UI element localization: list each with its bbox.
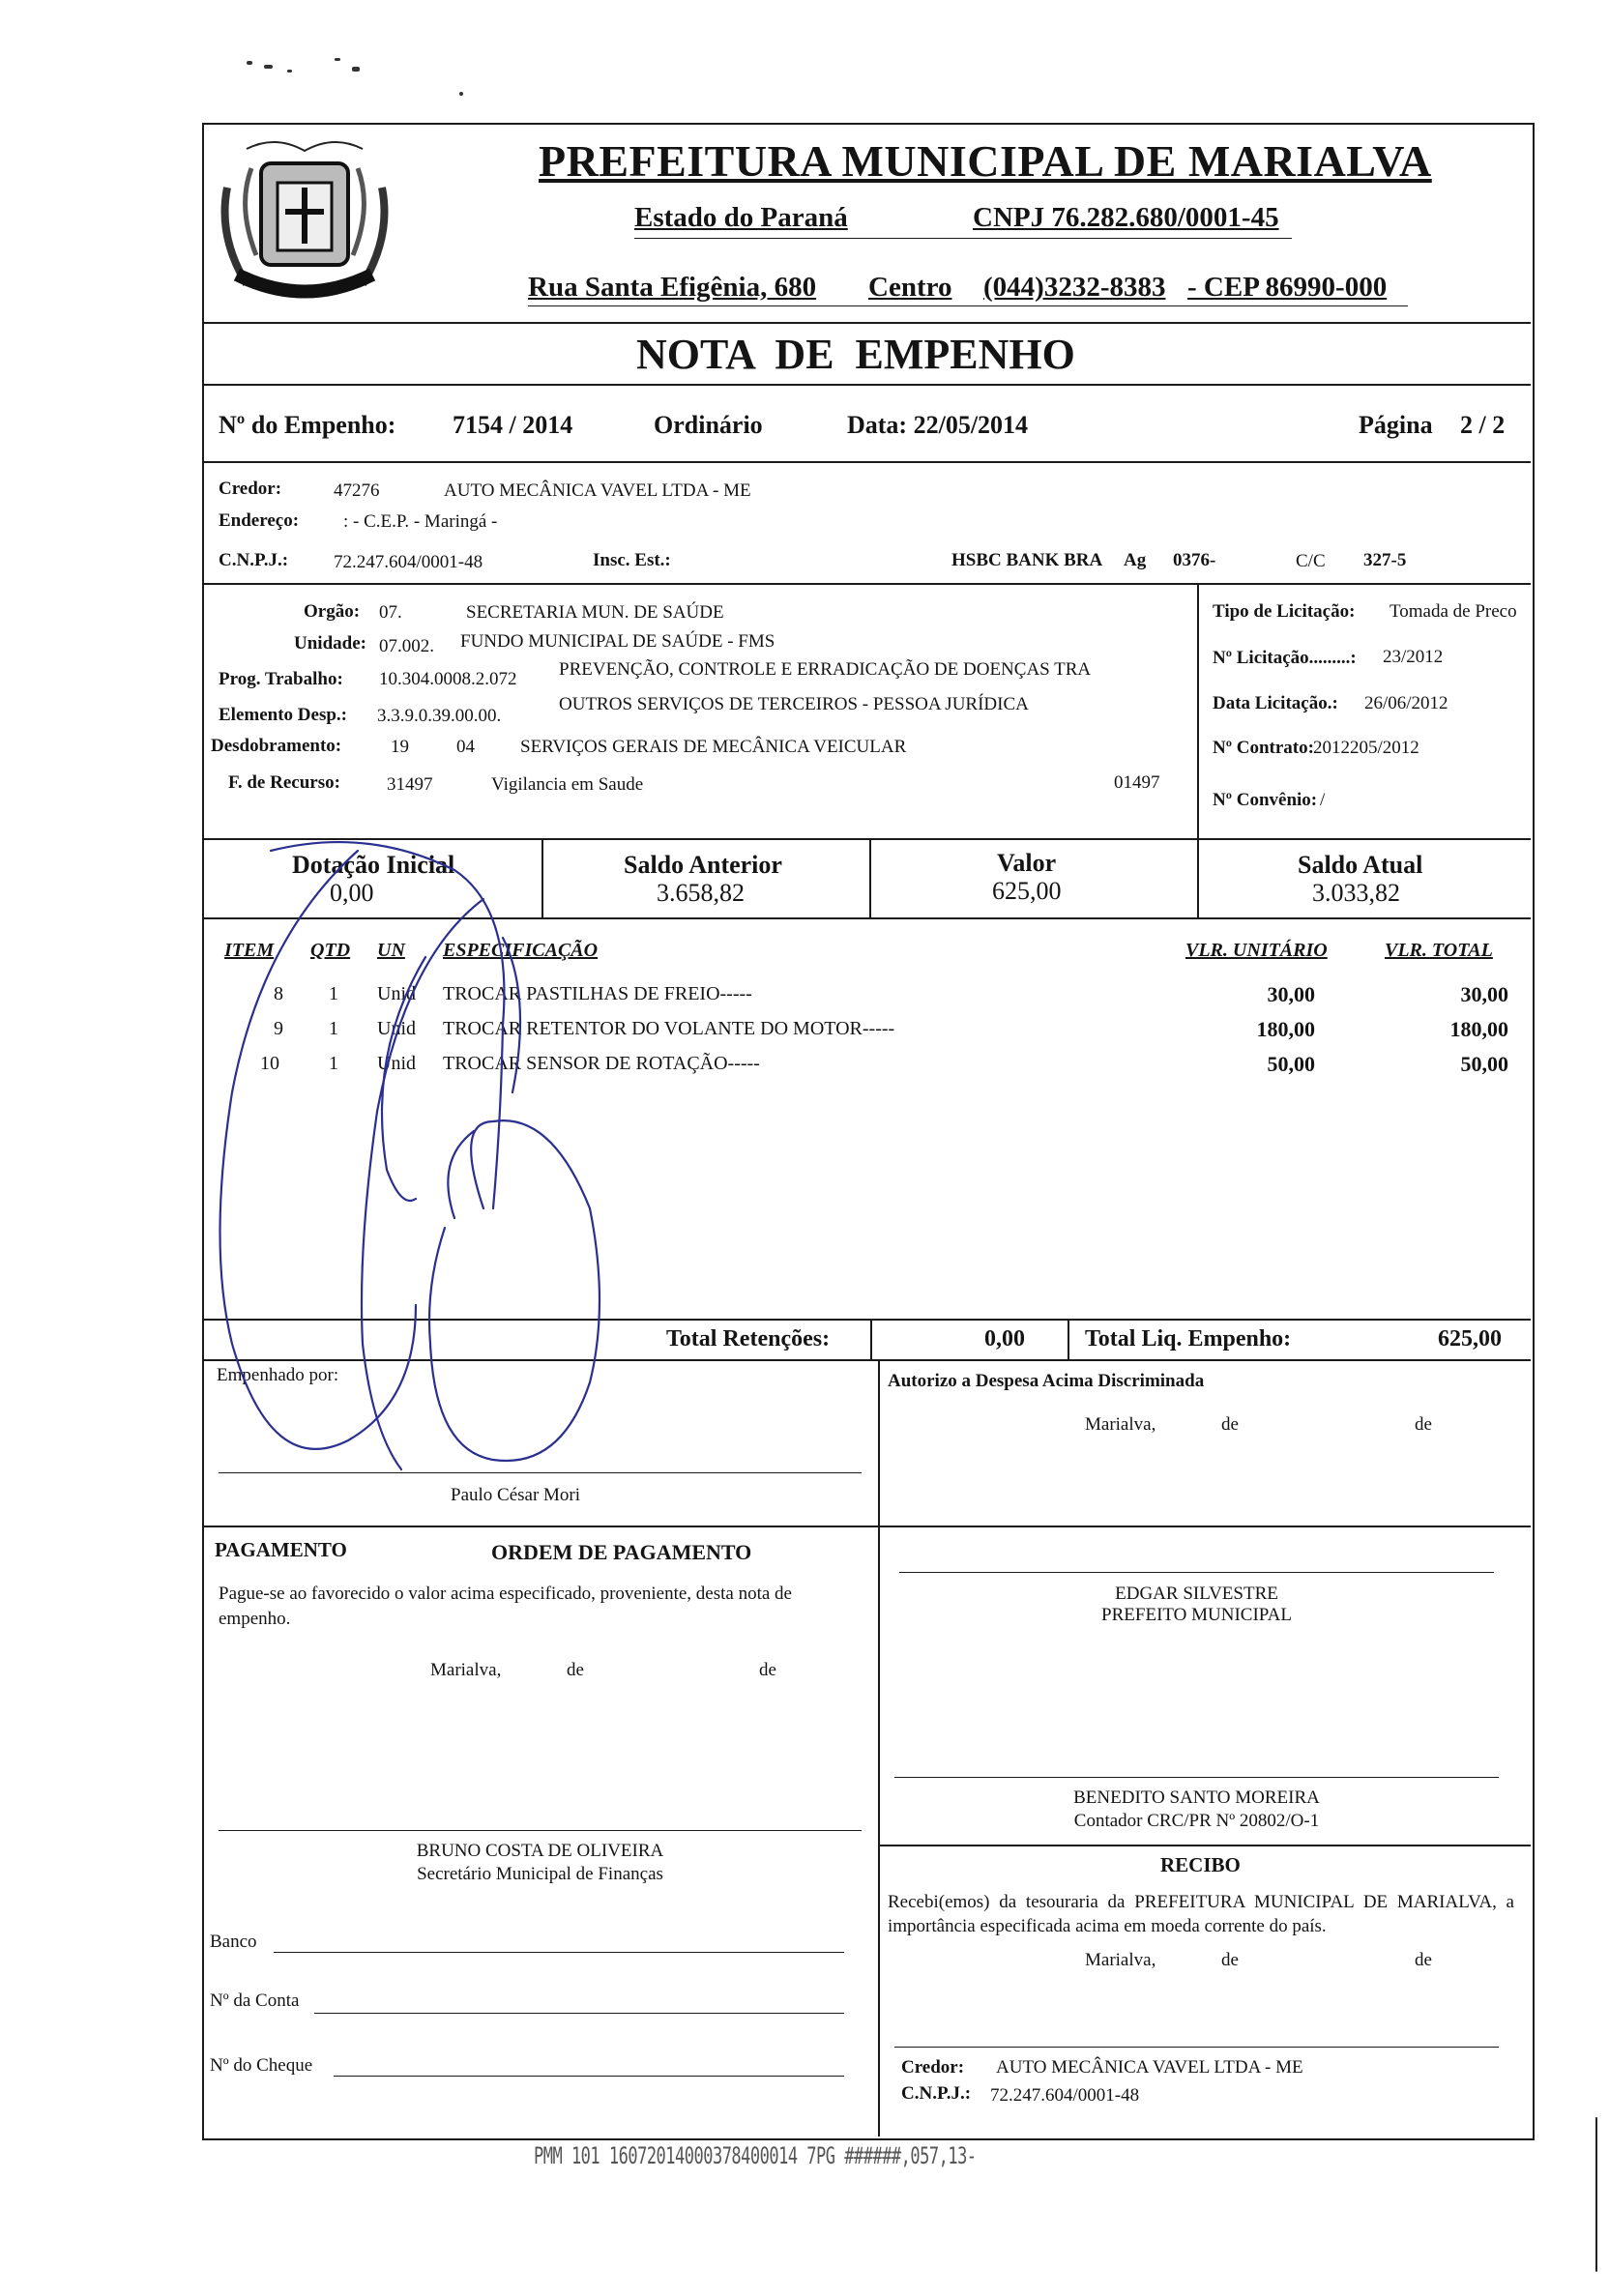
prefeito-role: PREFEITO MUNICIPAL (1101, 1605, 1292, 1625)
licitacao-date-value: 26/06/2012 (1364, 693, 1448, 713)
cnpj-value: 72.247.604/0001-48 (334, 552, 483, 572)
page-number: 2 / 2 (1460, 411, 1506, 439)
recibo-place: Marialva, (1085, 1950, 1156, 1970)
item-un: Unid (377, 983, 416, 1004)
header-cep: - CEP 86990-000 (1187, 272, 1388, 303)
cheque-label: Nº do Cheque (210, 2055, 313, 2076)
autorizo-place: Marialva, (1085, 1414, 1156, 1435)
saldo-anterior-label: Saldo Anterior (624, 851, 782, 879)
bank-name: HSBC BANK BRA (951, 550, 1103, 570)
header-address: Rua Santa Efigênia, 680 (528, 272, 817, 303)
credor-label: Credor: (219, 479, 282, 499)
recibo-credor-value: AUTO MECÂNICA VAVEL LTDA - ME (996, 2057, 1303, 2078)
col-qtd: QTD (310, 940, 351, 961)
recurso-label: F. de Recurso: (228, 772, 340, 793)
item-un: Unid (377, 1053, 416, 1074)
item-desc: TROCAR PASTILHAS DE FREIO----- (443, 983, 752, 1004)
convenio-label: Nº Convênio: (1213, 790, 1318, 810)
conta-label: Nº da Conta (210, 1991, 300, 2011)
recibo-de2: de (1415, 1950, 1432, 1970)
recibo-credor-label: Credor: (901, 2057, 965, 2078)
unidade-code: 07.002. (379, 636, 434, 656)
account-value: 327-5 (1363, 550, 1407, 570)
dotacao-value: 0,00 (330, 879, 374, 907)
recurso-code: 31497 (387, 774, 433, 795)
pagamento-place: Marialva, (430, 1660, 502, 1680)
pagamento-text: Pague-se ao favorecido o valor acima especificado, proveniente, desta nota de empenho. (219, 1584, 792, 1629)
item-unit: 50,00 (1267, 1052, 1315, 1076)
empenho-type: Ordinário (654, 411, 763, 439)
desdobramento-name: SERVIÇOS GERAIS DE MECÂNICA VEICULAR (520, 737, 907, 757)
item-qtd: 1 (329, 1053, 338, 1074)
autorizo-text: Autorizo a Despesa Acima Discriminada (888, 1371, 1205, 1391)
item-unit: 180,00 (1256, 1017, 1315, 1041)
item-total: 180,00 (1449, 1017, 1508, 1041)
agency-label: Ag (1124, 550, 1147, 570)
prog-name: PREVENÇÃO, CONTROLE E ERRADICAÇÃO DE DOENÇAS TRA (559, 659, 1092, 680)
ordem-pagamento-title: ORDEM DE PAGAMENTO (491, 1540, 752, 1564)
item-desc: TROCAR RETENTOR DO VOLANTE DO MOTOR----- (443, 1018, 895, 1039)
empenho-number: 7154 / 2014 (453, 411, 573, 439)
header-phone: (044)3232-8383 (983, 272, 1166, 303)
unidade-label: Unidade: (294, 633, 366, 654)
credor-code: 47276 (334, 480, 380, 501)
account-label: C/C (1296, 551, 1326, 571)
header-state: Estado do Paraná (634, 202, 848, 233)
orgao-code: 07. (379, 602, 402, 623)
contador-name: BENEDITO SANTO MOREIRA (1073, 1787, 1320, 1808)
pagamento-de1: de (567, 1660, 584, 1680)
orgao-name: SECRETARIA MUN. DE SAÚDE (466, 602, 724, 623)
contrato-value: 2012205/2012 (1313, 738, 1419, 758)
handwritten-signature (193, 802, 696, 1498)
saldo-atual-value: 3.033,82 (1312, 879, 1400, 907)
recibo-text: Recebi(emos) da tesouraria da PREFEITURA MUNICIPAL DE MARIALVA, a importância especificada acima em moeda corrente do país. (888, 1892, 1514, 1936)
tipo-licitacao-value: Tomada de Preco (1390, 601, 1517, 622)
autorizo-de1: de (1221, 1414, 1239, 1435)
recibo-title: RECIBO (1160, 1853, 1241, 1876)
cnpj-label: C.N.P.J.: (219, 550, 289, 570)
item-total: 50,00 (1460, 1052, 1508, 1076)
contrato-label: Nº Contrato: (1213, 738, 1314, 758)
recibo-cnpj-value: 72.247.604/0001-48 (990, 2085, 1140, 2106)
liquido-value: 625,00 (1438, 1326, 1502, 1351)
saldo-atual-label: Saldo Atual (1298, 851, 1423, 879)
protocol-stamp: PMM 101 16072014000378400014 7PG ######,057,13- (534, 2143, 977, 2170)
agency-value: 0376- (1173, 550, 1216, 570)
convenio-value: / (1320, 790, 1326, 810)
autorizo-de2: de (1415, 1414, 1432, 1435)
secretario-name: BRUNO COSTA DE OLIVEIRA (416, 1841, 664, 1861)
valor-value: 625,00 (992, 877, 1062, 905)
item-qtd: 1 (329, 1018, 338, 1039)
unidade-name: FUNDO MUNICIPAL DE SAÚDE - FMS (460, 631, 775, 652)
valor-label: Valor (997, 849, 1057, 877)
empenho-label: Nº do Empenho: (219, 411, 396, 439)
retencoes-value: 0,00 (984, 1326, 1025, 1351)
licitacao-number-label: Nº Licitação.........: (1213, 648, 1357, 668)
licitacao-date-label: Data Licitação.: (1213, 693, 1338, 713)
recurso-name: Vigilancia em Saude (491, 774, 644, 795)
contador-role: Contador CRC/PR Nº 20802/O-1 (1073, 1811, 1320, 1831)
empenho-date: Data: 22/05/2014 (847, 411, 1029, 439)
empenhado-signer: Paulo César Mori (451, 1485, 581, 1505)
item-qtd: 1 (329, 983, 338, 1004)
pagamento-label: PAGAMENTO (215, 1538, 347, 1561)
saldo-anterior-value: 3.658,82 (657, 879, 745, 907)
retencoes-label: Total Retenções: (666, 1326, 831, 1351)
desdobramento-label: Desdobramento: (211, 736, 342, 756)
recibo-de1: de (1221, 1950, 1239, 1970)
prefeito-name: EDGAR SILVESTRE (1115, 1584, 1278, 1604)
elemento-name: OUTROS SERVIÇOS DE TERCEIROS - PESSOA JURÍDICA (559, 694, 1029, 714)
pagamento-de2: de (759, 1660, 776, 1680)
crest-logo (208, 130, 401, 323)
header-district: Centro (868, 272, 952, 303)
elemento-label: Elemento Desp.: (219, 705, 347, 725)
col-especificacao: ESPECIFICAÇÃO (443, 940, 599, 961)
prog-label: Prog. Trabalho: (219, 669, 343, 689)
recibo-cnpj-label: C.N.P.J.: (901, 2083, 972, 2104)
col-unit-value: VLR. UNITÁRIO (1185, 940, 1328, 961)
col-total-value: VLR. TOTAL (1385, 940, 1493, 961)
orgao-label: Orgão: (304, 601, 361, 622)
header-title: PREFEITURA MUNICIPAL DE MARIALVA (539, 136, 1432, 186)
endereco-label: Endereço: (219, 510, 300, 531)
header-cnpj: CNPJ 76.282.680/0001-45 (973, 202, 1279, 233)
dotacao-label: Dotação Inicial (292, 851, 455, 879)
elemento-code: 3.3.9.0.39.00.00. (377, 706, 502, 726)
insc-est-label: Insc. Est.: (593, 550, 671, 570)
endereco-value: : - C.E.P. - Maringá - (343, 511, 498, 532)
item-number: 8 (274, 983, 283, 1004)
document-title: NOTA DE EMPENHO (636, 331, 1075, 378)
liquido-label: Total Liq. Empenho: (1085, 1326, 1292, 1351)
prog-code: 10.304.0008.2.072 (379, 669, 517, 689)
item-total: 30,00 (1460, 982, 1508, 1006)
secretario-role: Secretário Municipal de Finanças (417, 1864, 663, 1884)
item-number: 10 (260, 1053, 279, 1074)
credor-name: AUTO MECÂNICA VAVEL LTDA - ME (444, 480, 751, 501)
item-unit: 30,00 (1267, 982, 1315, 1006)
col-item: ITEM (224, 940, 275, 961)
item-number: 9 (274, 1018, 283, 1039)
item-desc: TROCAR SENSOR DE ROTAÇÃO----- (443, 1053, 760, 1074)
col-un: UN (377, 940, 405, 961)
empenhado-label: Empenhado por: (217, 1365, 339, 1385)
recurso-ref: 01497 (1114, 772, 1160, 793)
licitacao-number-value: 23/2012 (1383, 647, 1444, 667)
desdobramento-code1: 19 (391, 737, 409, 757)
tipo-licitacao-label: Tipo de Licitação: (1213, 601, 1356, 622)
page-label: Página (1359, 411, 1433, 439)
item-un: Unid (377, 1018, 416, 1039)
banco-label: Banco (210, 1932, 257, 1952)
desdobramento-code2: 04 (456, 737, 475, 757)
